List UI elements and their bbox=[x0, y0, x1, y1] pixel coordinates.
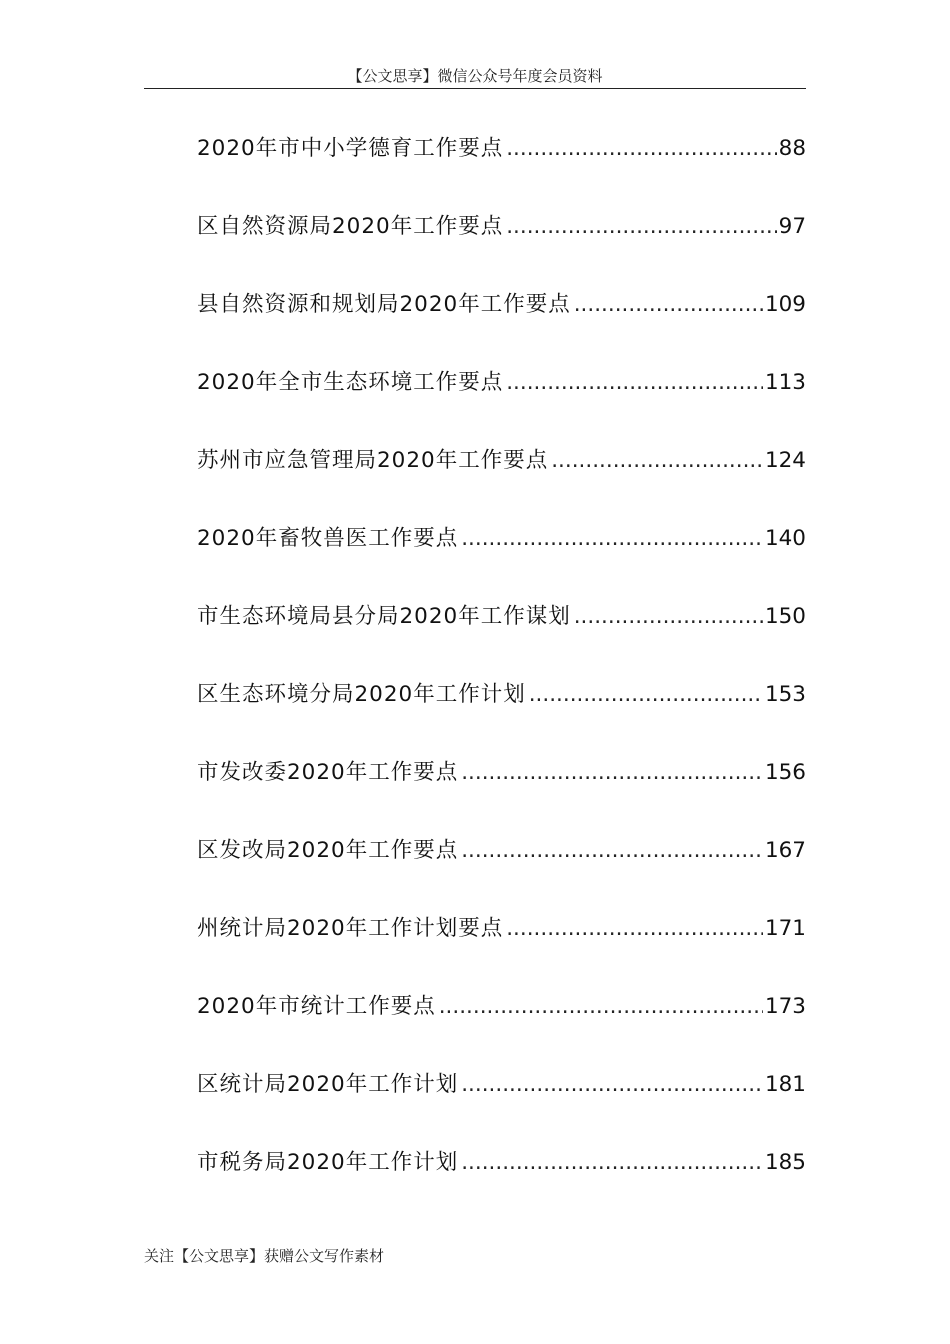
toc-entry[interactable] bbox=[197, 754, 806, 832]
toc-entry[interactable] bbox=[197, 442, 806, 520]
toc-entry-page: 173 bbox=[764, 994, 806, 1019]
toc-entry-page: 153 bbox=[764, 682, 806, 707]
toc-entry[interactable] bbox=[197, 676, 806, 754]
toc-entry[interactable] bbox=[197, 598, 806, 676]
toc-entry-page: 109 bbox=[764, 292, 806, 317]
header-divider bbox=[144, 88, 806, 89]
toc-dot-leader bbox=[461, 1066, 763, 1104]
toc-dot-leader bbox=[506, 130, 776, 168]
toc-entry-title: 州统计局2020年工作计划要点 bbox=[197, 916, 504, 941]
toc-entry-title: 市发改委2020年工作要点 bbox=[197, 760, 459, 785]
toc-dot-leader bbox=[461, 1144, 763, 1182]
toc-entry-title: 区自然资源局2020年工作要点 bbox=[197, 214, 504, 239]
toc-entry-title: 2020年畜牧兽医工作要点 bbox=[197, 526, 459, 551]
toc-dot-leader bbox=[574, 286, 763, 324]
toc-entry[interactable] bbox=[197, 520, 806, 598]
toc-entry[interactable] bbox=[197, 364, 806, 442]
toc-entry[interactable] bbox=[197, 910, 806, 988]
toc-dot-leader bbox=[439, 988, 763, 1026]
toc-entry-page: 150 bbox=[764, 604, 806, 629]
toc-entry-title: 区统计局2020年工作计划 bbox=[197, 1072, 459, 1097]
toc-entry[interactable] bbox=[197, 130, 806, 208]
toc-entry[interactable] bbox=[197, 988, 806, 1066]
toc-entry-page: 185 bbox=[764, 1150, 806, 1175]
toc-dot-leader bbox=[461, 520, 763, 558]
toc-entry-title: 苏州市应急管理局2020年工作要点 bbox=[197, 448, 549, 473]
toc-entry[interactable] bbox=[197, 1144, 806, 1222]
toc-dot-leader bbox=[574, 598, 763, 636]
toc-entry-title: 2020年全市生态环境工作要点 bbox=[197, 370, 504, 395]
toc-entry[interactable] bbox=[197, 832, 806, 910]
toc-entry-page: 97 bbox=[778, 214, 806, 239]
toc-entry-title: 2020年市统计工作要点 bbox=[197, 994, 436, 1019]
toc-entry-page: 113 bbox=[764, 370, 806, 395]
toc-entry-title: 区生态环境分局2020年工作计划 bbox=[197, 682, 526, 707]
page-footer: 关注【公文思享】获赠公文写作素材 bbox=[144, 1247, 385, 1265]
table-of-contents bbox=[197, 130, 806, 1222]
toc-dot-leader bbox=[506, 910, 763, 948]
toc-dot-leader bbox=[529, 676, 763, 714]
toc-entry-page: 181 bbox=[764, 1072, 806, 1097]
toc-dot-leader bbox=[461, 754, 763, 792]
toc-entry-page: 171 bbox=[764, 916, 806, 941]
toc-entry[interactable] bbox=[197, 286, 806, 364]
toc-entry-title: 区发改局2020年工作要点 bbox=[197, 838, 459, 863]
toc-dot-leader bbox=[461, 832, 763, 870]
toc-dot-leader bbox=[506, 208, 776, 246]
toc-entry-page: 140 bbox=[764, 526, 806, 551]
toc-entry-title: 县自然资源和规划局2020年工作要点 bbox=[197, 292, 571, 317]
toc-entry-page: 88 bbox=[778, 136, 806, 161]
toc-entry-title: 2020年市中小学德育工作要点 bbox=[197, 136, 504, 161]
toc-dot-leader bbox=[551, 442, 763, 480]
toc-entry-page: 124 bbox=[764, 448, 806, 473]
toc-entry-page: 167 bbox=[764, 838, 806, 863]
toc-entry-title: 市生态环境局县分局2020年工作谋划 bbox=[197, 604, 571, 629]
toc-entry-title: 市税务局2020年工作计划 bbox=[197, 1150, 459, 1175]
toc-entry[interactable] bbox=[197, 208, 806, 286]
toc-entry-page: 156 bbox=[764, 760, 806, 785]
toc-dot-leader bbox=[506, 364, 763, 402]
page-header: 【公文思享】微信公众号年度会员资料 bbox=[347, 67, 603, 85]
toc-entry[interactable] bbox=[197, 1066, 806, 1144]
